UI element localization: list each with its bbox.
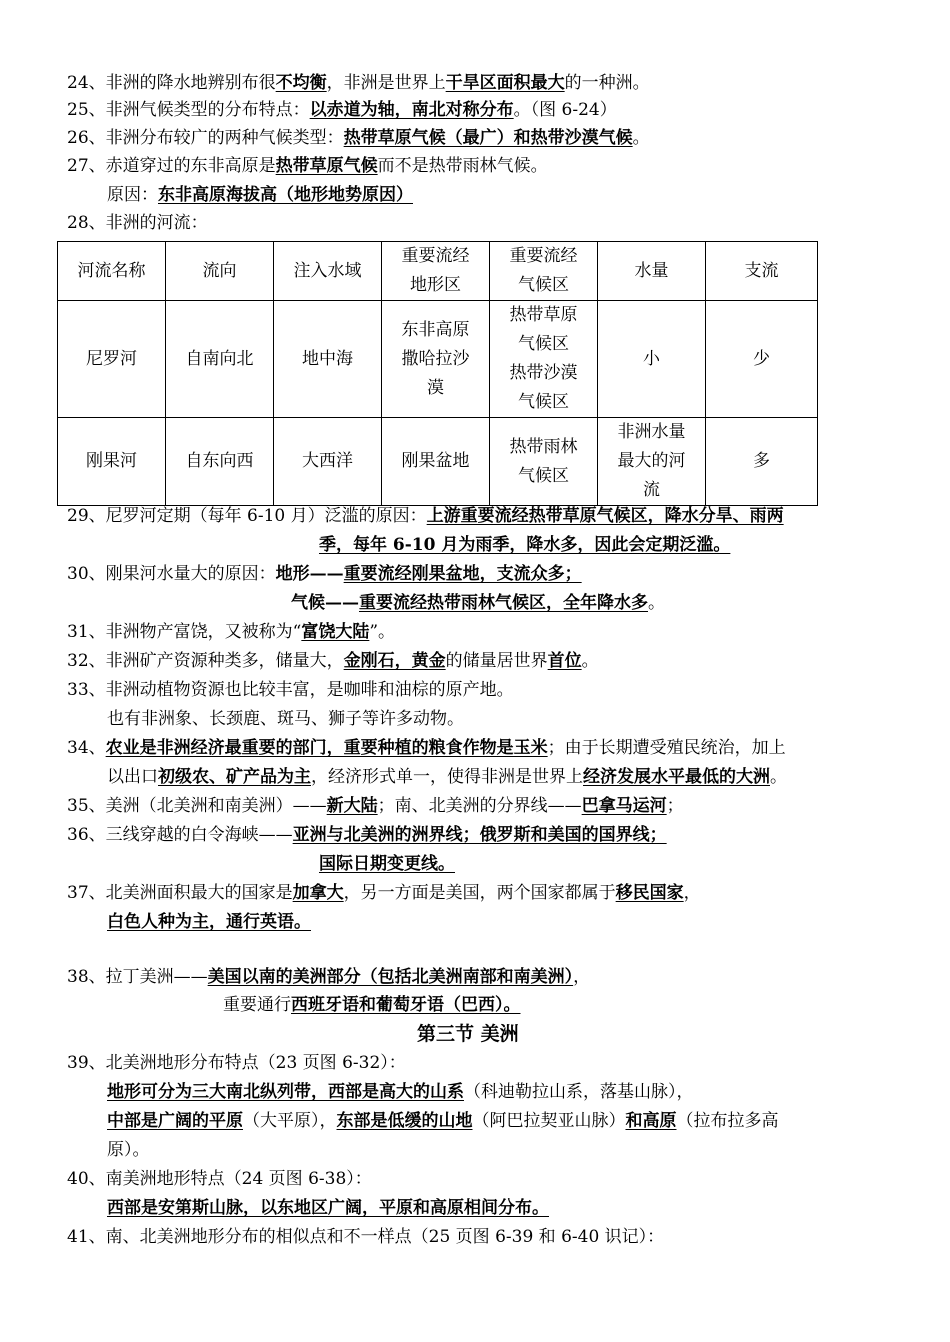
key-point: 中部是 [107,1111,158,1131]
section-heading [417,1023,519,1045]
item-number: 26 [67,128,89,148]
text-line [67,679,514,701]
key-point: 巴拿马运河 [581,796,667,816]
item-number: 30 [67,564,89,584]
table-cell: 东非高原 撒哈拉沙 漠 [382,301,490,418]
item-number: 36 [67,825,89,845]
text-fragment: 、北美洲面积最大的国家是 [88,883,293,903]
text-fragment: ；由于长期遭受殖民统治，加上 [547,738,786,758]
text-fragment: 的一种洲。 [564,73,650,93]
text-line [107,708,464,730]
text-fragment: 、非洲分布较广的两种气候类型： [88,128,344,148]
item-number: 38 [67,967,89,987]
text-fragment: 、刚果河水量大的原因： [88,564,276,584]
text-line [107,1110,779,1132]
table-header-cell: 水量 [598,242,706,301]
table-header-cell: 重要流经 气候区 [490,242,598,301]
key-point: 重要流经刚果盆地，支流众多； [343,564,582,584]
key-point: 季，每年 6-10 月为雨季，降水多，因此会定期泛滥。 [319,535,731,555]
text-fragment: 原因： [107,185,158,205]
table-header-cell: 注入水域 [274,242,382,301]
text-fragment: ”。 [369,622,396,642]
key-point: 初级农、矿产品为主 [158,767,311,787]
text-fragment: 。 [770,767,787,787]
key-point: 热带草原气候（最广）和热带沙漠气候 [343,128,633,148]
text-line [67,1226,664,1248]
text-line [67,621,395,643]
key-point: 西部是安第斯山脉，以东地区广阔，平原和高原相间分布。 [107,1198,549,1218]
table-cell: 刚果盆地 [382,418,490,506]
river-table [57,241,818,506]
text-fragment: 。 [632,128,650,148]
text-line [67,212,208,234]
item-number: 28 [67,213,89,233]
text-fragment: ，另一方面是美国，两个国家都属于 [343,883,616,903]
item-number: 41 [67,1227,89,1247]
text-fragment: ，经济形式单一，使得非洲是世界上 [311,767,583,787]
table-cell: 自南向北 [166,301,274,418]
key-point: 白色人种为主，通行英语。 [107,912,311,932]
text-line [67,1168,372,1190]
key-point: 农业是非洲经济最重要的部门，重要种植的粮食作物是玉米 [105,738,548,758]
text-fragment: 第三节 美洲 [417,1023,519,1045]
key-point: 重要流经热带雨林气候区，全年降水多 [359,593,648,613]
text-fragment: 、美洲（北美洲和南美洲）—— [88,796,327,816]
text-fragment: 、非洲气候类型的分布特点： [88,100,310,120]
text-fragment: 的储量居世界 [445,651,548,671]
item-number: 32 [67,651,89,671]
item-number: 24 [67,73,89,93]
item-number: 37 [67,883,89,903]
key-point: 以赤道为轴，南北对称分布 [309,100,514,120]
river-table-header-row [58,242,818,301]
key-point: 加拿大 [292,883,344,903]
table-header-cell: 流向 [166,242,274,301]
key-point: 新大陆 [326,796,378,816]
item-number: 39 [67,1053,89,1073]
text-fragment: （科迪勒拉山系，落基山脉）， [464,1082,694,1102]
key-point: 广阔的平原 [158,1111,243,1131]
table-row-nile [58,301,818,418]
item-number: 27 [67,156,89,176]
text-fragment: 。 [648,593,665,613]
text-fragment: 、非洲动植物资源也比较丰富，是咖啡和油棕的原产地。 [88,680,514,700]
text-line [107,911,311,933]
text-fragment: 重要通行 [223,995,291,1015]
item-number: 40 [67,1169,89,1189]
text-fragment: 原）。 [107,1140,150,1160]
text-line [67,824,667,846]
table-cell: 热带草原 气候区 热带沙漠 气候区 [490,301,598,418]
text-fragment: 、赤道穿过的东非高原是 [88,156,276,176]
text-fragment: ， [683,883,701,903]
table-header-cell: 河流名称 [58,242,166,301]
text-fragment: 、南、北美洲地形分布的相似点和不一样点（25 页图 6-39 和 6-40 识记）： [88,1227,665,1247]
text-line [67,155,548,177]
text-fragment: 、非洲的河流： [88,213,208,233]
key-point: 东非高原海拔高（地形地势原因） [158,185,413,205]
table-cell: 小 [598,301,706,418]
item-number: 29 [67,506,89,526]
text-line [107,184,413,206]
key-point: 国际日期变更线。 [319,854,455,874]
text-line [107,1197,549,1219]
table-cell: 自东向西 [166,418,274,506]
text-line [67,1052,406,1074]
text-fragment: ， [573,967,591,987]
key-point: 经济发展水平最低的大洲 [583,767,770,787]
key-point: 亚洲与北美洲的洲界线；俄罗斯和美国的国界线； [292,825,667,845]
text-fragment: 、 [88,738,106,758]
text-fragment: 气候—— [291,593,359,613]
text-fragment: ，非洲是世界上 [326,73,446,93]
key-point: 西班牙语和葡萄牙语（巴西）。 [291,995,521,1015]
text-line [67,966,590,988]
key-point: 高大的山系 [379,1082,464,1102]
table-cell: 尼罗河 [58,301,166,418]
key-point: 首位 [547,651,582,671]
text-fragment: （拉布拉多高 [676,1111,779,1131]
text-line [223,994,521,1016]
text-fragment: ；南、北美洲的分界线—— [377,796,582,816]
text-line [291,592,665,614]
text-line [107,1081,694,1103]
text-line [67,737,786,759]
text-fragment: 。（图 6-24） [513,100,617,120]
key-point: 和高原 [625,1111,677,1131]
key-point: 干旱区面积最大 [445,73,565,93]
text-fragment: 、拉丁美洲—— [88,967,208,987]
text-line [107,766,787,788]
table-cell: 热带雨林 气候区 [490,418,598,506]
item-number: 34 [67,738,89,758]
text-fragment: （大平原）， [243,1111,337,1131]
text-fragment: ； [666,796,684,816]
text-fragment: 、北美洲地形分布特点（23 页图 6-32）： [88,1053,406,1073]
text-fragment: 、南美洲地形特点（24 页图 6-38）： [88,1169,372,1189]
key-point: 移民国家 [615,883,684,903]
table-cell: 多 [706,418,818,506]
table-cell: 刚果河 [58,418,166,506]
text-fragment: （阿巴拉契亚山脉） [472,1111,626,1131]
key-point: 东部是 [336,1111,388,1131]
key-point: 金刚石，黄金 [343,651,446,671]
text-fragment: 、非洲矿产资源种类多，储量大， [88,651,344,671]
key-point: 热带草原气候 [275,156,378,176]
key-point: 上游重要流经热带草原气候区，降水分旱、雨两 [426,506,784,526]
table-cell: 大西洋 [274,418,382,506]
text-line [67,795,684,817]
text-line [67,650,599,672]
key-point: 富饶大陆 [301,622,370,642]
key-point: 不均衡 [275,73,327,93]
table-header-cell: 重要流经 地形区 [382,242,490,301]
item-number: 33 [67,680,89,700]
table-row-congo [58,418,818,506]
table-cell: 非洲水量 最大的河 流 [598,418,706,506]
text-fragment: 而不是热带雨林气候。 [377,156,548,176]
table-cell: 少 [706,301,818,418]
table-cell: 地中海 [274,301,382,418]
key-point: 地形可分为三大南北纵列带，西部是 [107,1082,379,1102]
table-header-cell: 支流 [706,242,818,301]
text-fragment: 、非洲物产富饶，又被称为“ [88,622,302,642]
text-line [319,534,730,556]
text-fragment: 以出口 [107,767,158,787]
text-fragment: 也有非洲象、长颈鹿、斑马、狮子等许多动物。 [107,709,464,729]
text-fragment: 、三线穿越的白令海峡—— [88,825,293,845]
text-line [319,853,455,875]
text-line [67,505,784,527]
text-line [67,563,582,585]
item-number: 25 [67,100,89,120]
key-point: 低缓的山地 [387,1111,473,1131]
item-number: 31 [67,622,89,642]
text-line [67,99,617,121]
text-fragment: 、尼罗河定期（每年 6-10 月）泛滥的原因： [88,506,427,526]
text-line [67,127,650,149]
text-line [67,72,650,94]
item-number: 35 [67,796,89,816]
text-line [107,1139,150,1161]
text-fragment: 。 [581,651,599,671]
text-line [67,882,701,904]
text-fragment: 地形—— [275,564,344,584]
key-point: 美国以南的美洲部分（包括北美洲南部和南美洲） [207,967,574,987]
text-fragment: 、非洲的降水地辨别布很 [88,73,276,93]
